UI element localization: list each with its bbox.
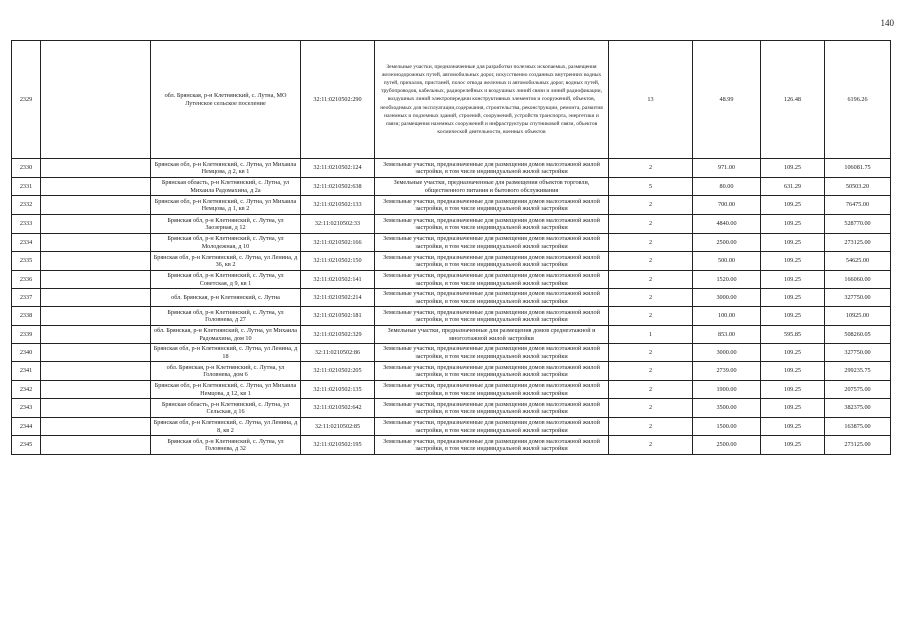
cadastral-value-cell: 207575.00 (825, 381, 891, 399)
address-cell: Брянская обл, р-н Клетнянский, с. Лутна, ул Головнева, д 27 (151, 307, 301, 326)
table-row (12, 41, 891, 159)
cadastral-number-cell: 32:11:0210502:214 (301, 289, 375, 307)
land-use-cell: Земельные участки, предназначенные для размещения домов малоэтажной жилой застройки, в том числе индивидуальной жилой застройки (375, 215, 609, 234)
use-group-code-cell: 2 (609, 159, 693, 178)
table-row (12, 307, 891, 326)
area-cell: 1900.00 (693, 381, 761, 399)
cadastral-value-cell: 10925.00 (825, 307, 891, 326)
specific-value-cell: 631.29 (761, 178, 825, 196)
spacer-cell (41, 196, 151, 215)
use-group-code-cell: 2 (609, 381, 693, 399)
spacer-cell (41, 326, 151, 344)
area-cell: 80.00 (693, 178, 761, 196)
cadastral-value-cell: 273125.00 (825, 234, 891, 252)
land-use-cell: Земельные участки, предназначенные для размещения домов малоэтажной жилой застройки, в том числе индивидуальной жилой застройки (375, 159, 609, 178)
cadastral-value-cell: 273125.00 (825, 436, 891, 455)
address-cell: Брянская обл, р-н Клетнянский, с. Лутна, ул Ленина, д 8, кв 2 (151, 418, 301, 436)
area-cell: 500.00 (693, 252, 761, 271)
cadastral-value-cell: 54625.00 (825, 252, 891, 271)
specific-value-cell: 109.25 (761, 307, 825, 326)
cadastral-value-cell: 382375.00 (825, 399, 891, 418)
row-number-cell: 2337 (12, 289, 41, 307)
land-use-cell: Земельные участки, предназначенные для размещения домов малоэтажной жилой застройки, в том числе индивидуальной жилой застройки (375, 252, 609, 271)
use-group-code-cell: 2 (609, 362, 693, 381)
row-number-cell: 2338 (12, 307, 41, 326)
area-cell: 1500.00 (693, 418, 761, 436)
table-row (12, 234, 891, 252)
use-group-code-cell: 5 (609, 178, 693, 196)
row-number-cell: 2331 (12, 178, 41, 196)
cadastral-value-cell: 163875.00 (825, 418, 891, 436)
specific-value-cell: 595.85 (761, 326, 825, 344)
table-row (12, 381, 891, 399)
table-row (12, 289, 891, 307)
area-cell: 1520.00 (693, 271, 761, 289)
table-row (12, 271, 891, 289)
use-group-code-cell: 2 (609, 307, 693, 326)
land-use-cell: Земельные участки, предназначенные для размещения домов малоэтажной жилой застройки, в том числе индивидуальной жилой застройки (375, 399, 609, 418)
page-number: 140 (880, 18, 894, 28)
specific-value-cell: 109.25 (761, 418, 825, 436)
land-use-cell: Земельные участки, предназначенные для размещения домов малоэтажной жилой застройки, в том числе индивидуальной жилой застройки (375, 234, 609, 252)
cadastral-number-cell: 32:11:0210502:205 (301, 362, 375, 381)
row-number-cell: 2339 (12, 326, 41, 344)
table-row (12, 344, 891, 362)
cadastral-number-cell: 32:11:0210502:638 (301, 178, 375, 196)
land-use-cell: Земельные участки, предназначенные для размещения объектов торговли, общественного питания и бытового обслуживания (375, 178, 609, 196)
area-cell: 3500.00 (693, 399, 761, 418)
table-row (12, 252, 891, 271)
use-group-code-cell: 2 (609, 234, 693, 252)
use-group-code-cell: 1 (609, 326, 693, 344)
cadastral-value-cell: 6196.26 (825, 41, 891, 159)
address-cell: Брянская обл, р-н Клетнянский, с. Лутна, ул Советская, д 9, кв 1 (151, 271, 301, 289)
table-row (12, 418, 891, 436)
land-use-cell: Земельные участки, предназначенные для размещения домов малоэтажной жилой застройки, в том числе индивидуальной жилой застройки (375, 307, 609, 326)
spacer-cell (41, 41, 151, 159)
specific-value-cell: 109.25 (761, 196, 825, 215)
address-cell: Брянская обл, р-н Клетнянский, с. Лутна, ул Михаила Немцова, д 1, кв 2 (151, 196, 301, 215)
address-cell: обл. Брянская, р-н Клетнянский, с. Лутна, ул Михаила Радомахина, дом 10 (151, 326, 301, 344)
row-number-cell: 2345 (12, 436, 41, 455)
spacer-cell (41, 307, 151, 326)
address-cell: обл. Брянская, р-н Клетнянский, с. Лутна, МО Лутенское сельское поселение (151, 41, 301, 159)
cadastral-number-cell: 32:11:0210502:329 (301, 326, 375, 344)
row-number-cell: 2330 (12, 159, 41, 178)
specific-value-cell: 109.25 (761, 271, 825, 289)
cadastral-value-cell: 528770.00 (825, 215, 891, 234)
cadastral-value-cell: 76475.00 (825, 196, 891, 215)
table-row (12, 362, 891, 381)
address-cell: Брянская область, р-н Клетнянский, с. Лутна, ул Сельская, д 16 (151, 399, 301, 418)
row-number-cell: 2334 (12, 234, 41, 252)
use-group-code-cell: 2 (609, 344, 693, 362)
cadastral-number-cell: 32:11:0210502:290 (301, 41, 375, 159)
spacer-cell (41, 381, 151, 399)
area-cell: 2500.00 (693, 234, 761, 252)
row-number-cell: 2340 (12, 344, 41, 362)
area-cell: 100.00 (693, 307, 761, 326)
spacer-cell (41, 436, 151, 455)
row-number-cell: 2343 (12, 399, 41, 418)
cadastral-value-cell: 166060.00 (825, 271, 891, 289)
cadastral-value-cell: 327750.00 (825, 344, 891, 362)
use-group-code-cell: 2 (609, 436, 693, 455)
area-cell: 2739.00 (693, 362, 761, 381)
specific-value-cell: 126.48 (761, 41, 825, 159)
land-use-cell: Земельные участки, предназначенные для размещения домов малоэтажной жилой застройки, в том числе индивидуальной жилой застройки (375, 418, 609, 436)
table-row (12, 326, 891, 344)
address-cell: Брянская обл, р-н Клетнянский, с. Лутна, ул Михаила Немцова, д 2, кв 1 (151, 159, 301, 178)
cadastral-number-cell: 32:11:0210502:141 (301, 271, 375, 289)
row-number-cell: 2335 (12, 252, 41, 271)
spacer-cell (41, 215, 151, 234)
area-cell: 4840.00 (693, 215, 761, 234)
cadastral-value-cell: 106081.75 (825, 159, 891, 178)
use-group-code-cell: 2 (609, 252, 693, 271)
area-cell: 48.99 (693, 41, 761, 159)
land-use-cell: Земельные участки, предназначенные для размещения домов среднеэтажной и многоэтажной жилой застройки (375, 326, 609, 344)
row-number-cell: 2333 (12, 215, 41, 234)
land-use-cell: Земельные участки, предназначенные для размещения домов малоэтажной жилой застройки, в том числе индивидуальной жилой застройки (375, 196, 609, 215)
address-cell: Брянская обл, р-н Клетнянский, с. Лутна, ул Заозерная, д 12 (151, 215, 301, 234)
cadastral-number-cell: 32:11:0210502:166 (301, 234, 375, 252)
area-cell: 971.00 (693, 159, 761, 178)
area-cell: 700.00 (693, 196, 761, 215)
spacer-cell (41, 418, 151, 436)
spacer-cell (41, 178, 151, 196)
land-use-cell: Земельные участки, предназначенные для размещения домов малоэтажной жилой застройки, в том числе индивидуальной жилой застройки (375, 436, 609, 455)
use-group-code-cell: 2 (609, 196, 693, 215)
area-cell: 3000.00 (693, 289, 761, 307)
row-number-cell: 2336 (12, 271, 41, 289)
land-use-cell: Земельные участки, предназначенные для размещения домов малоэтажной жилой застройки, в том числе индивидуальной жилой застройки (375, 289, 609, 307)
cadastral-value-cell: 327750.00 (825, 289, 891, 307)
address-cell: Брянская обл, р-н Клетнянский, с. Лутна, ул Ленина, д 18 (151, 344, 301, 362)
cadastral-number-cell: 32:11:0210502:33 (301, 215, 375, 234)
specific-value-cell: 109.25 (761, 234, 825, 252)
table-row (12, 436, 891, 455)
spacer-cell (41, 271, 151, 289)
row-number-cell: 2341 (12, 362, 41, 381)
cadastral-number-cell: 32:11:0210502:181 (301, 307, 375, 326)
specific-value-cell: 109.25 (761, 344, 825, 362)
use-group-code-cell: 2 (609, 399, 693, 418)
specific-value-cell: 109.25 (761, 436, 825, 455)
use-group-code-cell: 2 (609, 271, 693, 289)
specific-value-cell: 109.25 (761, 362, 825, 381)
use-group-code-cell: 2 (609, 418, 693, 436)
address-cell: обл. Брянская, р-н Клетнянский, с. Лутна, ул Головнева, дом 6 (151, 362, 301, 381)
spacer-cell (41, 344, 151, 362)
cadastral-value-cell: 508260.05 (825, 326, 891, 344)
land-use-cell: Земельные участки, предназначенные для размещения домов малоэтажной жилой застройки, в том числе индивидуальной жилой застройки (375, 362, 609, 381)
cadastral-number-cell: 32:11:0210502:85 (301, 418, 375, 436)
address-cell: Брянская обл, р-н Клетнянский, с. Лутна, ул Михаила Немцова, д 12, кв 1 (151, 381, 301, 399)
address-cell: Брянская обл, р-н Клетнянский, с. Лутна, ул Головнева, д 32 (151, 436, 301, 455)
cadastral-number-cell: 32:11:0210502:195 (301, 436, 375, 455)
spacer-cell (41, 289, 151, 307)
area-cell: 853.00 (693, 326, 761, 344)
cadastral-number-cell: 32:11:0210502:124 (301, 159, 375, 178)
land-use-cell: Земельные участки, предназначенные для размещения домов малоэтажной жилой застройки, в том числе индивидуальной жилой застройки (375, 344, 609, 362)
address-cell: Брянская обл, р-н Клетнянский, с. Лутна, ул Молодежная, д 10 (151, 234, 301, 252)
table-row (12, 159, 891, 178)
specific-value-cell: 109.25 (761, 252, 825, 271)
row-number-cell: 2329 (12, 41, 41, 159)
specific-value-cell: 109.25 (761, 289, 825, 307)
table-row (12, 178, 891, 196)
cadastral-number-cell: 32:11:0210502:86 (301, 344, 375, 362)
row-number-cell: 2332 (12, 196, 41, 215)
cadastral-number-cell: 32:11:0210502:133 (301, 196, 375, 215)
cadastral-number-cell: 32:11:0210502:150 (301, 252, 375, 271)
row-number-cell: 2342 (12, 381, 41, 399)
cadastral-number-cell: 32:11:0210502:135 (301, 381, 375, 399)
use-group-code-cell: 2 (609, 215, 693, 234)
specific-value-cell: 109.25 (761, 381, 825, 399)
land-use-cell: Земельные участки, предназначенные для разработки полезных ископаемых, размещения железнодорожных путей, автомобильных дорог, искусственно созданных внутренних водных путей, причалов, пристаней, полос отвода железных и автомобильных дорог, водных путей, трубопроводов, кабельных, радиорелейных и воздушных линий связи и линий радиофикации, воздушных линий электропередачи конструктивных элементов и сооружений, объектов, необходимых для эксплуатации,содержания, строительства, реконструкции, ремонта, развития наземных и подземных зданий, строений, сооружений, устройств транспорта, энергетики и связи; размещения наземных сооружений и инфраструктуры спутниковой связи, объектов космической деятельности, военных объектов (375, 41, 609, 159)
spacer-cell (41, 399, 151, 418)
spacer-cell (41, 234, 151, 252)
spacer-cell (41, 159, 151, 178)
area-cell: 2500.00 (693, 436, 761, 455)
specific-value-cell: 109.25 (761, 159, 825, 178)
spacer-cell (41, 252, 151, 271)
use-group-code-cell: 13 (609, 41, 693, 159)
cadastral-number-cell: 32:11:0210502:642 (301, 399, 375, 418)
area-cell: 3000.00 (693, 344, 761, 362)
land-use-cell: Земельные участки, предназначенные для размещения домов малоэтажной жилой застройки, в том числе индивидуальной жилой застройки (375, 381, 609, 399)
address-cell: Брянская область, р-н Клетнянский, с. Лутна, ул Михаила Радомахина, д 2а (151, 178, 301, 196)
specific-value-cell: 109.25 (761, 399, 825, 418)
spacer-cell (41, 362, 151, 381)
table-row (12, 196, 891, 215)
table-row (12, 215, 891, 234)
row-number-cell: 2344 (12, 418, 41, 436)
specific-value-cell: 109.25 (761, 215, 825, 234)
land-use-cell: Земельные участки, предназначенные для размещения домов малоэтажной жилой застройки, в том числе индивидуальной жилой застройки (375, 271, 609, 289)
table-row (12, 399, 891, 418)
address-cell: обл. Брянская, р-н Клетнянский, с. Лутна (151, 289, 301, 307)
cadastral-value-cell: 50503.20 (825, 178, 891, 196)
cadastral-value-table (11, 40, 891, 455)
use-group-code-cell: 2 (609, 289, 693, 307)
address-cell: Брянская обл, р-н Клетнянский, с. Лутна, ул Ленина, д 36, кв 2 (151, 252, 301, 271)
cadastral-value-cell: 299235.75 (825, 362, 891, 381)
